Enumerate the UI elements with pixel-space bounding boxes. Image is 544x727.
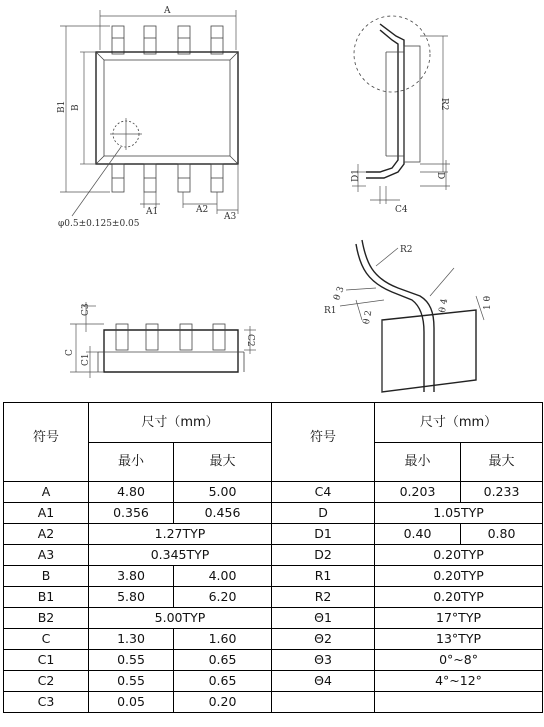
typ-cell-left: 1.27TYP	[89, 524, 272, 545]
symbol-cell-left: C	[4, 629, 89, 650]
max-cell-left: 5.00	[174, 482, 272, 503]
table-row	[4, 587, 543, 608]
max-cell-left: 1.60	[174, 629, 272, 650]
symbol-cell-left: A	[4, 482, 89, 503]
front-label-C2: C2	[245, 334, 255, 347]
table-row	[4, 692, 543, 713]
symbol-cell-left: A1	[4, 503, 89, 524]
front-view	[65, 302, 256, 378]
min-cell-right: 0.203	[375, 482, 461, 503]
max-cell-left: 0.456	[174, 503, 272, 524]
typ-cell-left: 0.345TYP	[89, 545, 272, 566]
symbol-cell-right: R1	[272, 566, 375, 587]
symbol-cell-right: D	[272, 503, 375, 524]
max-cell-left: 4.00	[174, 566, 272, 587]
typ-cell-right: 0.20TYP	[375, 587, 543, 608]
typ-cell-right	[375, 692, 543, 713]
typ-cell-right: 0°~8°	[375, 650, 543, 671]
table-row	[4, 629, 543, 650]
max-cell-left: 0.20	[174, 692, 272, 713]
max-cell-left: 6.20	[174, 587, 272, 608]
min-cell-left: 4.80	[89, 482, 174, 503]
detail-label-theta1: 1 θ	[483, 295, 493, 310]
top-view	[57, 6, 238, 229]
min-cell-left: 0.356	[89, 503, 174, 524]
dim-label-A1: A1	[146, 207, 159, 217]
symbol-cell-left: B1	[4, 587, 89, 608]
detail-label-theta2: θ 2	[362, 309, 375, 326]
side-label-D: D	[435, 172, 445, 180]
detail-label-theta4: θ 4	[437, 297, 451, 314]
header-size-right: 尺寸（mm）	[375, 403, 543, 443]
typ-cell-left: 5.00TYP	[89, 608, 272, 629]
front-label-C1: C1	[81, 353, 91, 366]
symbol-cell-left: C3	[4, 692, 89, 713]
symbol-cell-right: Θ1	[272, 608, 375, 629]
header-min-left: 最小	[89, 443, 174, 482]
detail-label-theta3: θ 3	[332, 285, 347, 302]
front-label-C: C	[65, 349, 75, 356]
min-cell-left: 0.55	[89, 671, 174, 692]
symbol-cell-right: D1	[272, 524, 375, 545]
dim-label-A: A	[164, 6, 171, 16]
table-row	[4, 650, 543, 671]
symbol-cell-right: R2	[272, 587, 375, 608]
typ-cell-right: 4°~12°	[375, 671, 543, 692]
symbol-cell-left: A3	[4, 545, 89, 566]
min-cell-left: 3.80	[89, 566, 174, 587]
symbol-cell-right: Θ2	[272, 629, 375, 650]
symbol-cell-left: A2	[4, 524, 89, 545]
max-cell-left: 0.65	[174, 650, 272, 671]
front-label-C3: C3	[81, 303, 91, 316]
max-cell-right: 0.80	[461, 524, 543, 545]
symbol-cell-right: Θ4	[272, 671, 375, 692]
table-row	[4, 503, 543, 524]
typ-cell-right: 17°TYP	[375, 608, 543, 629]
pin1-note: φ0.5±0.125±0.05	[58, 219, 140, 229]
side-label-R2: R2	[439, 98, 449, 111]
symbol-cell-left: C2	[4, 671, 89, 692]
min-cell-left: 1.30	[89, 629, 174, 650]
min-cell-left: 5.80	[89, 587, 174, 608]
typ-cell-right: 1.05TYP	[375, 503, 543, 524]
typ-cell-right: 13°TYP	[375, 629, 543, 650]
side-label-D1: D1	[351, 169, 361, 182]
header-size-left: 尺寸（mm）	[89, 403, 272, 443]
dim-label-A3: A3	[224, 212, 237, 222]
max-cell-left: 0.65	[174, 671, 272, 692]
symbol-cell-right: C4	[272, 482, 375, 503]
typ-cell-right: 0.20TYP	[375, 545, 543, 566]
side-label-C4: C4	[395, 205, 408, 215]
min-cell-right: 0.40	[375, 524, 461, 545]
typ-cell-right: 0.20TYP	[375, 566, 543, 587]
symbol-cell-left: C1	[4, 650, 89, 671]
table-row	[4, 524, 543, 545]
table-row	[4, 545, 543, 566]
header-min-right: 最小	[375, 443, 461, 482]
dim-label-B1: B1	[57, 100, 67, 113]
symbol-cell-right: D2	[272, 545, 375, 566]
max-cell-right: 0.233	[461, 482, 543, 503]
table-row	[4, 671, 543, 692]
symbol-cell-left: B	[4, 566, 89, 587]
side-view	[351, 16, 450, 215]
table-row	[4, 566, 543, 587]
header-symbol-right: 符号	[272, 403, 375, 482]
dim-label-B: B	[71, 104, 81, 111]
symbol-cell-right	[272, 692, 375, 713]
dim-label-A2: A2	[196, 205, 209, 215]
min-cell-left: 0.05	[89, 692, 174, 713]
detail-label-R1: R1	[324, 306, 337, 316]
dimension-table	[3, 402, 543, 713]
symbol-cell-left: B2	[4, 608, 89, 629]
detail-label-R2-a: R2	[400, 245, 413, 255]
header-max-left: 最大	[174, 443, 272, 482]
table-row	[4, 482, 543, 503]
header-symbol-left: 符号	[4, 403, 89, 482]
min-cell-left: 0.55	[89, 650, 174, 671]
header-max-right: 最大	[461, 443, 543, 482]
symbol-cell-right: Θ3	[272, 650, 375, 671]
table-row	[4, 608, 543, 629]
detail-view	[324, 240, 493, 392]
